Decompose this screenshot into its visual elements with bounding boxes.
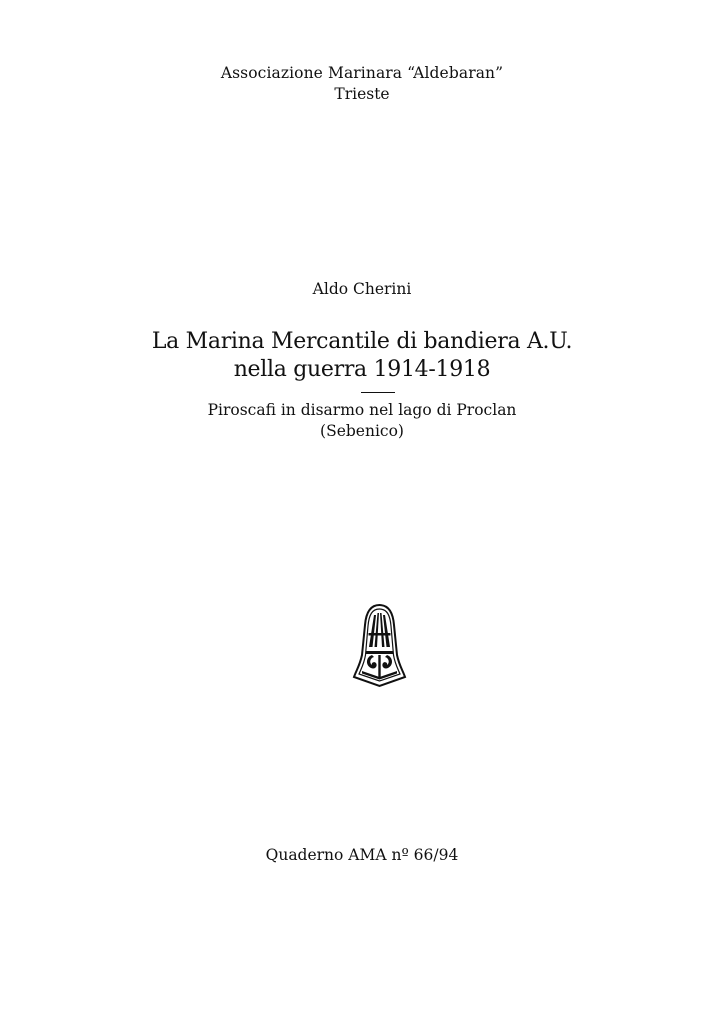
title-divider: [361, 392, 395, 393]
subtitle-line-2: (Sebenico): [320, 422, 404, 440]
title-line-2: nella guerra 1914-1918: [233, 357, 491, 382]
association-name: Associazione Marinara “Aldebaran”: [220, 64, 504, 82]
author-name: Aldo Cherini: [312, 280, 412, 298]
subtitle-line-1: Piroscafi in disarmo nel lago di Proclan: [207, 401, 517, 419]
association-city: Trieste: [334, 85, 390, 103]
title-line-1: La Marina Mercantile di bandiera A.U.: [151, 329, 573, 354]
ama-emblem-icon: [352, 603, 407, 688]
series-number: Quaderno AMA nº 66/94: [265, 846, 459, 864]
